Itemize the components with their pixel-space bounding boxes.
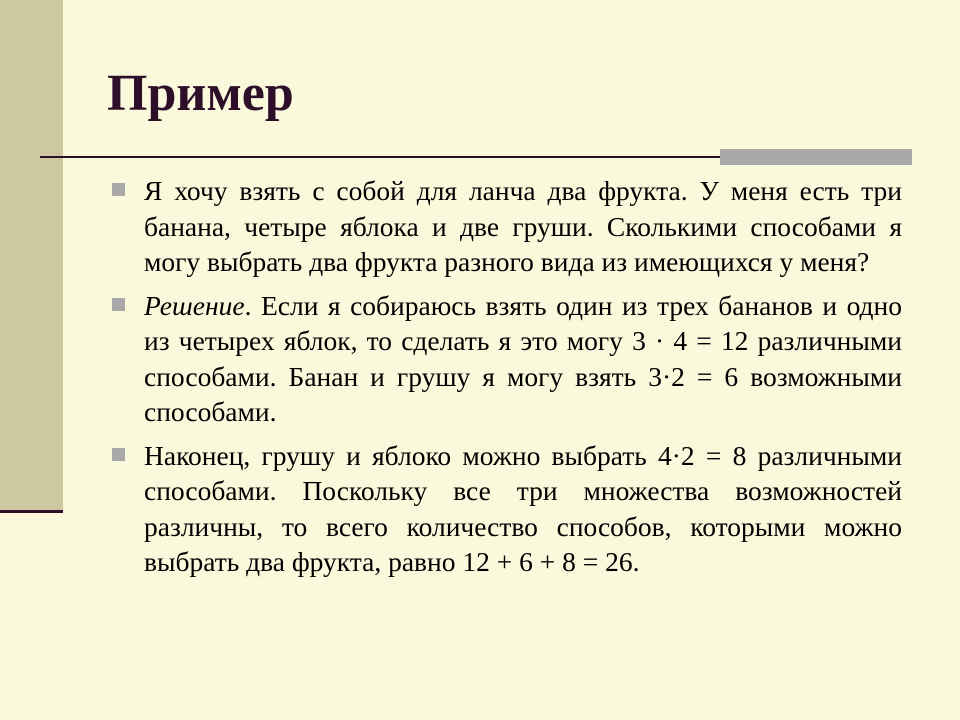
left-accent-bar-underline <box>0 510 63 513</box>
square-bullet-icon <box>112 298 125 311</box>
bullet-item <box>110 288 902 430</box>
title-divider-accent <box>720 149 912 165</box>
slide-content <box>110 173 902 588</box>
solution-label: Решение <box>144 289 245 321</box>
bullet-item <box>110 173 902 280</box>
square-bullet-icon <box>112 183 125 196</box>
bullet-item <box>110 438 902 580</box>
slide-title: Пример <box>107 65 294 122</box>
bullet-text: Наконец, грушу и яблоко можно выбрать 4·2 = 8 различными способами. Поскольку все три множества возможностей различны, то всего количество способов, которыми можно выбрать два фрукта, равно 12 + 6 + 8 = 26. <box>144 439 902 577</box>
left-accent-bar <box>0 0 63 512</box>
bullet-text: . Если я собираюсь взять один из трех бананов и одно из четырех яблок, то сделать я это могу 3 · 4 = 12 различными способами. Банан и грушу я могу взять 3·2 = 6 возможными способами. <box>144 289 902 427</box>
bullet-text: Я хочу взять с собой для ланча два фрукта. У меня есть три банана, четыре яблока и две груши. Сколькими способами я могу выбрать два фрукта разного вида из имеющихся у меня? <box>144 175 902 277</box>
square-bullet-icon <box>112 448 125 461</box>
